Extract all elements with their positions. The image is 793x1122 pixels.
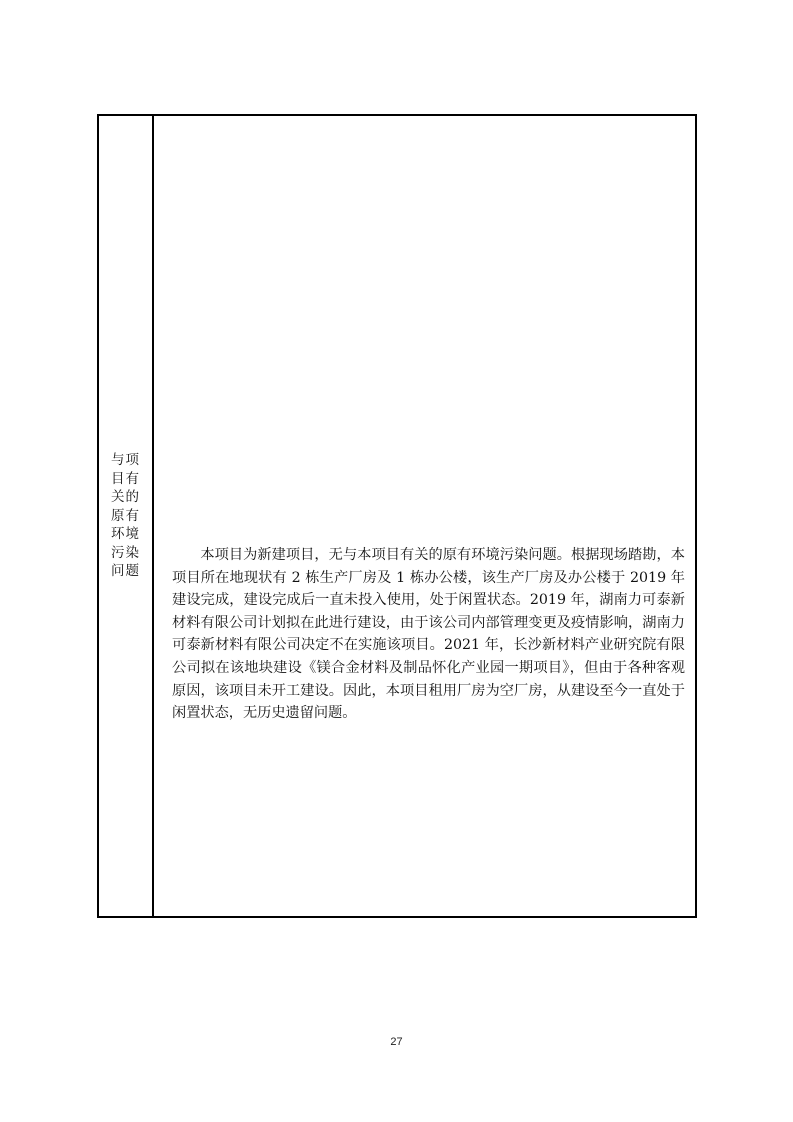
- content-cell: [154, 116, 695, 916]
- content-paragraph: 本项目为新建项目，无与本项目有关的原有环境污染问题。根据现场踏勘，本项目所在地现状有 2 栋生产厂房及 1 栋办公楼，该生产厂房及办公楼于 2019 年建设完成，建设完成后一直未投入使用，处于闲置状态。2019 年，湖南力可泰新材料有限公司计划拟在此进行建设，由于该公司内部管理变更及疫情影响，湖南力可泰新材料有限公司决定不在实施该项目。2021 年，长沙新材料产业研究院有限公司拟在该地块建设《镁合金材料及制品怀化产业园一期项目》，但由于各种客观原因，该项目未开工建设。因此，本项目租用厂房为空厂房，从建设至今一直处于闲置状态，无历史遗留问题。: [172, 547, 685, 722]
- row-label-cell: [99, 116, 154, 916]
- row-label: 与项目有关的原有环境污染问题: [111, 452, 140, 580]
- page-number: 27: [390, 1036, 403, 1048]
- environment-issue-table: [97, 114, 697, 918]
